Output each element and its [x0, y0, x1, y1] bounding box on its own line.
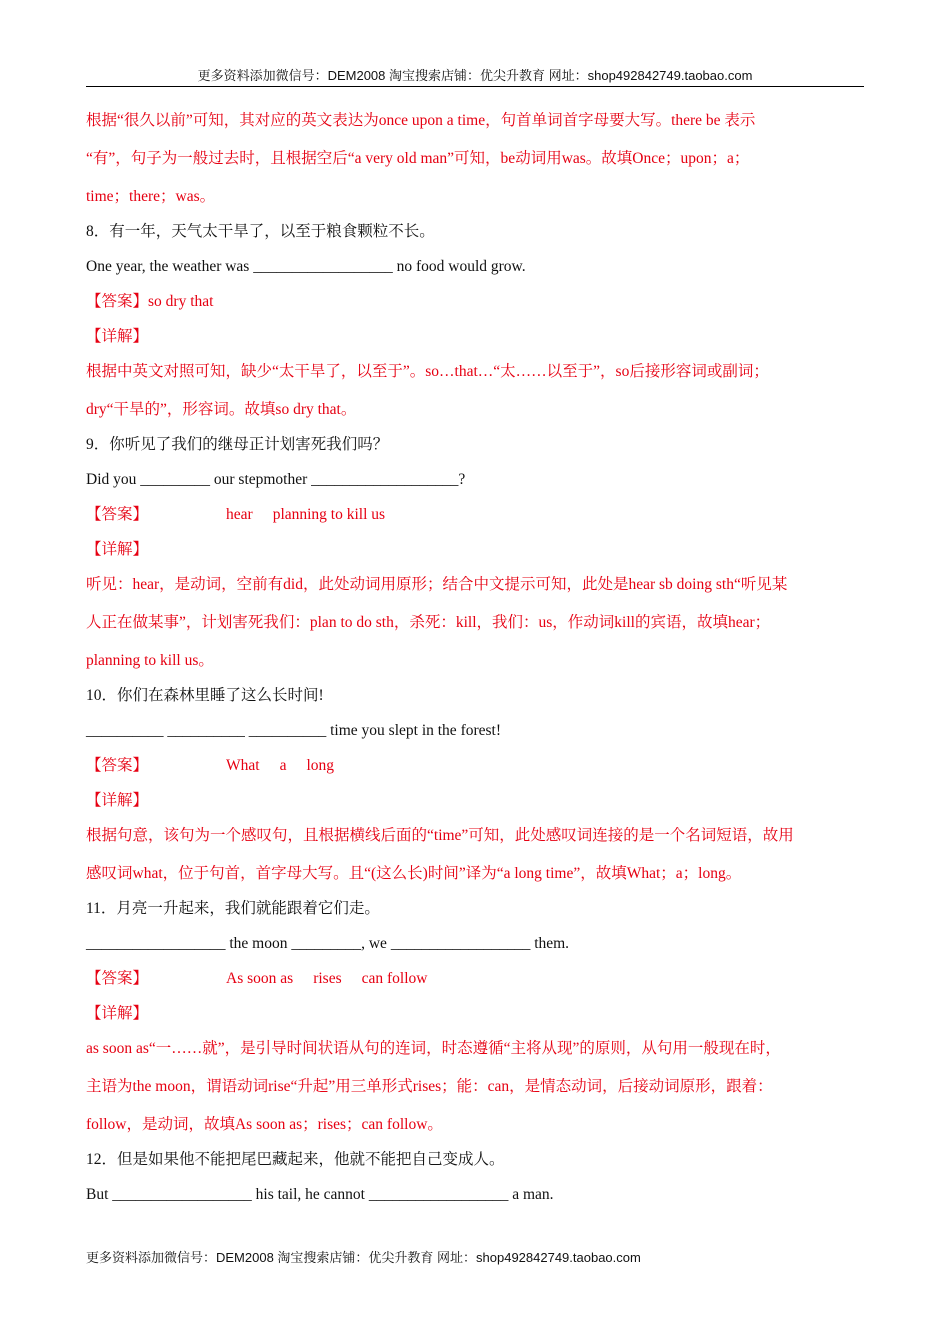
page-footer: 更多资料添加微信号：DEM2008 淘宝搜索店铺：优尖升教育 网址：shop492842749.taobao.com	[86, 1250, 641, 1265]
q10-answer-2: a	[279, 757, 287, 774]
q9-explanation-line-1: 听见：hear，是动词，空前有did，此处动词用原形；结合中文提示可知，此处是hear sb doing sth“听见某	[86, 576, 788, 593]
q12-chinese: 12．但是如果他不能把尾巴藏起来，他就不能把自己变成人。	[86, 1151, 505, 1168]
q9-answer-2: planning to kill us	[272, 506, 386, 523]
q9-chinese: 9．你听见了我们的继母正计划害死我们吗？	[86, 436, 389, 453]
answer-label: 【答案】	[86, 506, 149, 523]
q11-explanation-line-1: as soon as“一……就”，是引导时间状语从句的连词，时态遵循“主将从现”的原则，从句用一般现在时，	[86, 1040, 781, 1057]
q11-explanation-line-2: 主语为the moon，谓语动词rise“升起”用三单形式rises；能：can，是情态动词，后接动词原形，跟着：	[86, 1078, 773, 1095]
q11-chinese: 11．月亮一升起来，我们就能跟着它们走。	[86, 900, 380, 917]
q10-detail-label: 【详解】	[86, 792, 149, 809]
q9-answer	[86, 504, 866, 526]
q9-explanation-line-3: planning to kill us。	[86, 652, 214, 669]
q8-chinese: 8．有一年，天气太干旱了，以至于粮食颗粒不长。	[86, 223, 435, 240]
q8-detail-label: 【详解】	[86, 328, 149, 345]
q11-explanation-line-3: follow，是动词，故填As soon as；rises；can follow。	[86, 1116, 443, 1133]
q8-answer-value: so dry that	[148, 293, 214, 310]
q10-english: __________ __________ __________ time you slept in the forest!	[86, 722, 502, 739]
q11-answer-3: can follow	[361, 970, 428, 987]
q8-answer	[86, 291, 866, 313]
q10-chinese: 10．你们在森林里睡了这么长时间!	[86, 687, 324, 704]
answer-label: 【答案】	[86, 970, 149, 987]
q12-english: But __________________ his tail, he cannot __________________ a man.	[86, 1186, 554, 1203]
q11-answer-1: As soon as	[226, 970, 294, 987]
q8-english: One year, the weather was __________________ no food would grow.	[86, 258, 526, 275]
q9-answer-1: hear	[226, 506, 253, 523]
q7-explanation-line-3: time；there；was。	[86, 188, 216, 205]
q7-explanation-line-2: “有”，句子为一般过去时，且根据空后“a very old man”可知，be动词用was。故填Once；upon；a；	[86, 150, 750, 167]
answer-label: 【答案】	[86, 293, 149, 310]
q10-explanation-line-1: 根据句意，该句为一个感叹句，且根据横线后面的“time”可知，此处感叹词连接的是一个名词短语，故用	[86, 827, 794, 844]
q9-english: Did you _________ our stepmother ___________________?	[86, 471, 466, 488]
q11-english: __________________ the moon _________, we __________________ them.	[86, 935, 570, 952]
q9-explanation-line-2: 人正在做某事”，计划害死我们：plan to do sth，杀死：kill，我们：us，作动词kill的宾语，故填hear；	[86, 614, 771, 631]
document-body	[86, 110, 866, 1206]
q8-explanation-line-2: dry“干旱的”，形容词。故填so dry that。	[86, 401, 357, 418]
q9-detail-label: 【详解】	[86, 541, 149, 558]
q7-explanation-line-1: 根据“很久以前”可知，其对应的英文表达为once upon a time，句首单词首字母要大写。there be 表示	[86, 112, 756, 129]
q10-explanation-line-2: 感叹词what，位于句首，首字母大写。且“(这么长)时间”译为“a long time”，故填What；a；long。	[86, 865, 742, 882]
q10-answer-3: long	[306, 757, 335, 774]
q11-detail-label: 【详解】	[86, 1005, 149, 1022]
answer-label: 【答案】	[86, 757, 149, 774]
q11-answer-2: rises	[313, 970, 342, 987]
q8-explanation-line-1: 根据中英文对照可知，缺少“太干旱了，以至于”。so…that…“太……以至于”，so后接形容词或副词；	[86, 363, 769, 380]
page-header: 更多资料添加微信号：DEM2008 淘宝搜索店铺：优尖升教育 网址：shop492842749.taobao.com	[86, 66, 864, 87]
q10-answer	[86, 755, 866, 777]
q11-answer	[86, 968, 866, 990]
q10-answer-1: What	[226, 757, 260, 774]
